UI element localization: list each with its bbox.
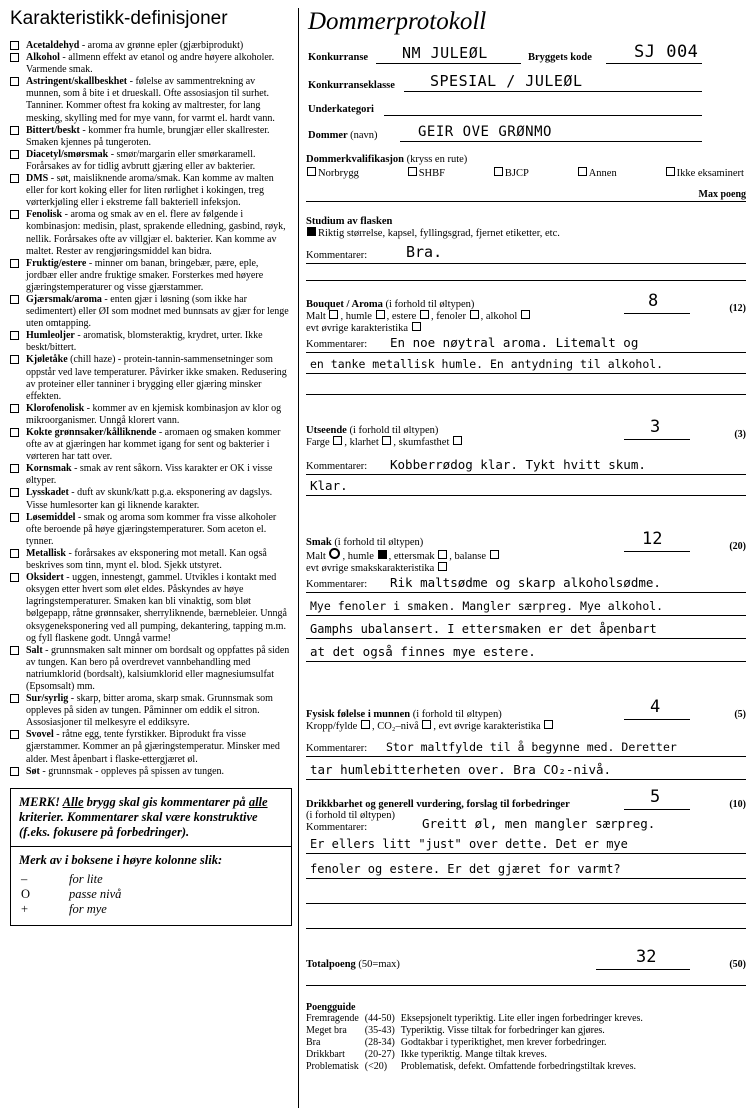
total-section bbox=[306, 947, 746, 986]
fysisk-max: (5) bbox=[734, 709, 746, 720]
merk-note bbox=[10, 788, 292, 847]
drikk-comment-3[interactable]: fenoler og estere. Er det gjæret for varmt? bbox=[310, 862, 621, 876]
poengguide-name: Meget bra bbox=[306, 1025, 347, 1036]
definition-item bbox=[10, 330, 292, 354]
dommer-value[interactable]: GEIR OVE GRØNMO bbox=[418, 124, 552, 140]
bouquet-section bbox=[306, 291, 746, 411]
merk-legend-symbol: – bbox=[21, 871, 28, 886]
fysisk-comment-2[interactable]: tar humlebitterheten over. Bra CO₂-nivå. bbox=[310, 762, 612, 777]
definition-term: Acetaldehyd bbox=[26, 40, 80, 51]
definition-checkbox[interactable] bbox=[10, 730, 19, 739]
dommer-line bbox=[400, 141, 702, 142]
drikk-sub: (i forhold til øltypen) bbox=[306, 810, 395, 821]
merk-alle-2: alle bbox=[248, 794, 268, 809]
poengguide-range: (<20) bbox=[364, 1061, 388, 1072]
studium-comment-line-2[interactable] bbox=[306, 264, 746, 281]
definition-item bbox=[10, 40, 292, 52]
definition-item bbox=[10, 645, 292, 693]
poengguide-name: Fremragende bbox=[306, 1013, 359, 1024]
dommer-row bbox=[306, 118, 746, 144]
kvalifikasjon-option-label: Norbrygg bbox=[318, 168, 359, 179]
total-score-line bbox=[596, 969, 690, 970]
check-label: Malt bbox=[306, 311, 326, 322]
klasse-value[interactable]: SPESIAL / JULEØL bbox=[430, 72, 583, 90]
utseende-sub: (i forhold til øltypen) bbox=[349, 425, 439, 436]
definitions-column bbox=[10, 8, 292, 926]
poengguide-desc: Ikke typeriktig. Mange tiltak kreves. bbox=[400, 1049, 547, 1060]
definition-item bbox=[10, 463, 292, 487]
definition-item bbox=[10, 258, 292, 294]
poengguide-desc: Godtakbar i typeriktighet, men krever forbedringer. bbox=[400, 1037, 607, 1048]
check-label: Malt bbox=[306, 551, 326, 562]
definition-text: - uggen, innestengt, gammel. Utvikles i kontakt med oksygen etter hvert som ølet eldes. Påskyndes av høye lagringstemperaturer. Smaken kan bli vinaktig, som bløt bølgepapp, råtne grønnsaker, sherryliknende, bærnebleier. Unngå oksygeneksponering ved all pumping, dekantering, tapping m.m. og fyll flaskene godt. Unngå varme! bbox=[26, 572, 287, 644]
bouquet-checks: Malt , humle , estere , fenoler , alkohol bbox=[306, 310, 746, 322]
drikk-line-5[interactable] bbox=[306, 904, 746, 929]
kvalifikasjon-sub: (kryss en rute) bbox=[406, 154, 468, 165]
drikk-score-line bbox=[624, 809, 690, 810]
underkategori-line[interactable] bbox=[384, 115, 702, 116]
check-label: skumfasthet bbox=[398, 437, 450, 448]
poengguide-range: (20-27) bbox=[364, 1049, 395, 1060]
studium-text: Riktig størrelse, kapsel, fyllingsgrad, fjernet etiketter, etc. bbox=[318, 228, 560, 239]
smak-line-3 bbox=[306, 616, 746, 639]
konkurranse-value[interactable]: NM JULEØL bbox=[402, 44, 488, 62]
utseende-kommentarer-label: Kommentarer: bbox=[306, 461, 368, 472]
fysisk-line-1 bbox=[306, 732, 746, 757]
underkategori-label: Underkategori bbox=[308, 104, 374, 115]
definition-term: Gjærsmak/aroma bbox=[26, 293, 102, 305]
definition-checkbox[interactable] bbox=[10, 126, 19, 135]
fysisk-score[interactable]: 4 bbox=[650, 697, 661, 717]
kvalifikasjon-option[interactable] bbox=[407, 167, 445, 179]
merk-label: MERK! bbox=[19, 794, 60, 809]
utseende-checks: Farge , klarhet , skumfasthet bbox=[306, 436, 746, 448]
poengguide-row bbox=[306, 1037, 649, 1049]
definition-text: - aromaen og smaken kommer ofte av at gjæringen har kommet igang for sent og bakterier i vørteren har tatt over. bbox=[26, 427, 281, 463]
column-divider bbox=[298, 8, 299, 1108]
definition-checkbox[interactable] bbox=[10, 549, 19, 558]
bouquet-kommentarer-label: Kommentarer: bbox=[306, 339, 368, 350]
definition-text: - grunnsmak - oppleves på spissen av tungen. bbox=[39, 765, 225, 777]
merk-legend-row bbox=[19, 887, 283, 902]
definition-text: - smør/margarin eller smørkaramell. Forårsakes av for tidlig avbrutt gjæring eller av bakterier. bbox=[26, 148, 256, 172]
utseende-line-1 bbox=[306, 448, 746, 475]
merk-text-2: kriterier. Kommentarer skal være konstruktive (f.eks. fokusere på forbedringer). bbox=[19, 809, 258, 839]
underkategori-row bbox=[306, 94, 746, 118]
poengguide-desc: Typeriktig. Visse tiltak for forbedringer kan gjøres. bbox=[400, 1025, 605, 1036]
studium-comment-line bbox=[306, 243, 746, 264]
smak-comment-1[interactable]: Rik maltsødme og skarp alkoholsødme. bbox=[390, 575, 661, 590]
merk-legend-symbol: O bbox=[21, 886, 31, 901]
bouquet-comment-1[interactable]: En noe nøytral aroma. Litemalt og bbox=[390, 335, 639, 350]
bouquet-line-3[interactable] bbox=[306, 374, 746, 395]
definition-item bbox=[10, 294, 292, 330]
check-label: klarhet bbox=[349, 437, 379, 448]
definition-text: (chill haze) - protein-tannin-sammensetninger som oppstår ved lave temperaturer. Påvirker ikke smaken. Redusering av proteiner eller tanniner i brygging eller gjæring minsker effekten. bbox=[26, 354, 287, 402]
check-box[interactable] bbox=[329, 548, 340, 559]
smak-score-line bbox=[624, 551, 690, 552]
definition-text: - grunnsmaken salt minner om bordsalt og oppfattes på siden av tungen. Kan bero på overdrevet vannbehandling med natriumklorid (bordsalt), kalsiumklorid eller magnesiumsulfat (Epsomsalt) mm. bbox=[26, 644, 290, 692]
definition-text: - følelse av sammentrekning av munnen, som å bite i et drueskall. Ofte assosiasjon til surhet. Tanniner. Kommer oftest fra koking av maltrester, for lang mesking, skylling med for mye vann, for varmt el. hardt vann. bbox=[26, 76, 275, 124]
merk-alle-1: Alle bbox=[62, 794, 84, 809]
bouquet-label: Bouquet / Aroma bbox=[306, 299, 383, 310]
check-box[interactable] bbox=[544, 720, 553, 729]
utseende-line-2 bbox=[306, 475, 746, 496]
definition-term: Oksidert bbox=[26, 572, 64, 584]
smak-checks: Malt , humle , ettersmak , balanse bbox=[306, 548, 746, 562]
utseende-section bbox=[306, 417, 746, 515]
definition-checkbox[interactable] bbox=[10, 488, 19, 497]
check-box[interactable] bbox=[490, 550, 499, 559]
dommer-label: Dommer (navn) bbox=[308, 130, 378, 141]
bouquet-score-line bbox=[624, 313, 690, 314]
drikk-comment-2[interactable]: Er ellers litt "just" over dette. Det er mye bbox=[310, 837, 628, 851]
definition-term: Fenolisk bbox=[26, 209, 63, 221]
konkurranse-label: Konkurranse bbox=[308, 52, 369, 63]
definition-text: - kommer av en kjemisk kombinasjon av klor og mikroorganismer. Unngå klorert vann. bbox=[26, 402, 282, 426]
definition-term: Klorofenolisk bbox=[26, 402, 85, 414]
poengguide-range: (28-34) bbox=[364, 1037, 395, 1048]
poengguide-desc: Eksepsjonelt typeriktig. Lite eller ingen forbedringer kreves. bbox=[400, 1013, 643, 1024]
check-label: CO₂–nivå bbox=[377, 721, 419, 732]
kvalifikasjon-option[interactable] bbox=[493, 167, 529, 179]
drikk-line-2 bbox=[306, 833, 746, 854]
bouquet-score[interactable]: 8 bbox=[648, 291, 659, 311]
smak-section bbox=[306, 529, 746, 687]
definition-item bbox=[10, 487, 292, 511]
check-label: Kropp/fylde bbox=[306, 721, 358, 732]
definition-text: - skarp, bitter aroma, skarp smak. Grunnsmak som oppleves på siden av tungen. Påminner om eddik el sitron. Assosiasjoner til melkesyre el eddiksyre. bbox=[26, 693, 273, 729]
check-label: alkohol bbox=[485, 311, 518, 322]
fysisk-score-line bbox=[624, 719, 690, 720]
check-box[interactable] bbox=[333, 436, 342, 445]
definition-text: - minner om banan, bringebær, pære, eple, jordbær eller andre fruktige smaker. Forsterkes med høyere gjæringstemperaturer og visse gjærstammer. bbox=[26, 257, 264, 293]
utseende-score[interactable]: 3 bbox=[650, 417, 661, 437]
check-box[interactable] bbox=[329, 310, 338, 319]
definition-checkbox[interactable] bbox=[10, 513, 19, 522]
merk-legend-text: for lite bbox=[69, 871, 103, 886]
studium-label: Studium av flasken bbox=[306, 216, 393, 227]
bouquet-max: (12) bbox=[729, 303, 746, 314]
definition-text: - søt, maisliknende aroma/smak. Kan komme av malten eller for kort koking eller for liten rørlighet i kokingen, treg vørterkjøling eller i ekstreme fall bakteriell infeksjon. bbox=[26, 173, 274, 209]
definition-text: - smak av rent såkorn. Viss karakter er OK i visse øltyper. bbox=[26, 463, 273, 487]
konkurranse-row bbox=[306, 42, 746, 66]
check-box[interactable] bbox=[376, 310, 385, 319]
check-label: balanse bbox=[454, 551, 487, 562]
definition-checkbox[interactable] bbox=[10, 53, 19, 62]
studium-kommentarer-label: Kommentarer: bbox=[306, 250, 368, 261]
check-label: evt øvrige karakteristika bbox=[438, 721, 541, 732]
definition-text: - aroma og smak av en el. flere av følgende i kombinasjon: medisin, plast, sprakende elledning, gasbind, røyk, nellik. Forårsakes ofte av villgjær el. bakterier. Kan komme av maltet. Rester av rengjøringsmiddel kan bidra. bbox=[26, 209, 286, 257]
drikk-label: Drikkbarhet og generell vurdering, forslag til forbedringer bbox=[306, 799, 570, 810]
definition-item bbox=[10, 76, 292, 124]
utseende-max: (3) bbox=[734, 429, 746, 440]
check-box[interactable] bbox=[422, 720, 431, 729]
definition-checkbox[interactable] bbox=[10, 210, 19, 219]
definition-item bbox=[10, 548, 292, 572]
drikk-line-1 bbox=[306, 816, 746, 833]
smak-label: Smak bbox=[306, 537, 332, 548]
utseende-label: Utseende bbox=[306, 425, 347, 436]
bouquet-evt-checkbox[interactable] bbox=[412, 322, 421, 331]
poengguide-name: Drikkbart bbox=[306, 1049, 345, 1060]
merk-legend-rows bbox=[19, 872, 283, 917]
fysisk-kommentarer-label: Kommentarer: bbox=[306, 743, 368, 754]
drikk-comment-1[interactable]: Greitt øl, men mangler særpreg. bbox=[422, 816, 656, 831]
drikk-line-4[interactable] bbox=[306, 879, 746, 904]
check-box[interactable] bbox=[378, 550, 387, 559]
check-box[interactable] bbox=[420, 310, 429, 319]
smak-comment-4[interactable]: at det også finnes mye estere. bbox=[310, 644, 536, 659]
fysisk-section bbox=[306, 697, 746, 787]
definition-checkbox[interactable] bbox=[10, 41, 19, 50]
smak-evt: evt øvrige smakskarakteristika bbox=[306, 563, 435, 574]
definition-item bbox=[10, 125, 292, 149]
merk-legend-heading: Merk av i boksene i høyre kolonne slik: bbox=[19, 852, 223, 867]
definition-term: Alkohol bbox=[26, 52, 60, 64]
smak-comment-2[interactable]: Mye fenoler i smaken. Mangler særpreg. Mye alkohol. bbox=[310, 599, 664, 613]
poengguide-name: Bra bbox=[306, 1037, 321, 1048]
drikk-line-3 bbox=[306, 854, 746, 879]
definition-term: Søt bbox=[26, 765, 40, 777]
definition-term: Bittert/beskt bbox=[26, 124, 80, 136]
kvalifikasjon-label: Dommerkvalifikasjon bbox=[306, 154, 404, 165]
check-label: Farge bbox=[306, 437, 330, 448]
definition-term: Fruktig/estere bbox=[26, 257, 87, 269]
bouquet-line-2 bbox=[306, 353, 746, 374]
smak-comment-3[interactable]: Gamphs ubalansert. I ettersmaken er det åpenbart bbox=[310, 622, 657, 636]
fysisk-sub: (i forhold til øltypen) bbox=[412, 709, 502, 720]
poengguide-row bbox=[306, 1013, 649, 1025]
studium-checkbox[interactable] bbox=[307, 227, 316, 236]
definition-checkbox[interactable] bbox=[10, 694, 19, 703]
definition-checkbox[interactable] bbox=[10, 150, 19, 159]
kvalifikasjon-checkbox[interactable] bbox=[578, 167, 587, 176]
kvalifikasjon-option[interactable] bbox=[577, 167, 617, 179]
definition-checkbox[interactable] bbox=[10, 767, 19, 776]
definition-item bbox=[10, 729, 292, 765]
poengguide-row bbox=[306, 1049, 649, 1061]
definition-checkbox[interactable] bbox=[10, 295, 19, 304]
kvalifikasjon-checkbox[interactable] bbox=[408, 167, 417, 176]
poengguide-desc: Problematisk, defekt. Omfattende forbedringstiltak kreves. bbox=[400, 1061, 636, 1072]
poengguide-range: (44-50) bbox=[364, 1013, 395, 1024]
smak-line-4 bbox=[306, 639, 746, 662]
definition-item bbox=[10, 149, 292, 173]
merk-legend-text: for mye bbox=[69, 901, 107, 916]
poengguide-row bbox=[306, 1025, 649, 1037]
bouquet-sub: (i forhold til øltypen) bbox=[385, 299, 475, 310]
fysisk-line-2 bbox=[306, 757, 746, 780]
smak-sub: (i forhold til øltypen) bbox=[334, 537, 424, 548]
definition-item bbox=[10, 52, 292, 76]
definition-checkbox[interactable] bbox=[10, 355, 19, 364]
kvalifikasjon-option[interactable] bbox=[665, 167, 744, 179]
smak-score[interactable]: 12 bbox=[642, 529, 663, 549]
check-box[interactable] bbox=[453, 436, 462, 445]
definition-term: Kornsmak bbox=[26, 463, 72, 475]
poengguide-table bbox=[306, 1013, 649, 1073]
definition-item bbox=[10, 693, 292, 729]
kvalifikasjon-option-label: Annen bbox=[588, 168, 617, 179]
definition-text: - allmenn effekt av etanol og andre høyere alkoholer. Varmende smak. bbox=[26, 52, 275, 76]
check-label: estere bbox=[391, 311, 417, 322]
kvalifikasjon-option-label: SHBF bbox=[418, 168, 445, 179]
merk-legend-row bbox=[19, 872, 283, 887]
definition-text: - råtne egg, tente fyrstikker. Biprodukt fra visse gjærstammer. Kommer an på gjæringstemperatur. Minsker med alder. Mest åpenbart i flaske-ettergjæret øl. bbox=[26, 729, 280, 765]
smak-max: (20) bbox=[729, 541, 746, 552]
check-label: fenoler bbox=[436, 311, 466, 322]
definition-item bbox=[10, 173, 292, 209]
definition-text: - forårsakes av eksponering mot metall. Kan også beskrives som tinn, mynt el. blod. Sjekk utstyret. bbox=[26, 547, 267, 572]
utseende-score-line bbox=[624, 439, 690, 440]
poengguide-section bbox=[306, 1002, 746, 1073]
utseende-comment-2[interactable]: Klar. bbox=[310, 478, 348, 493]
poengguide-range: (35-43) bbox=[364, 1025, 395, 1036]
check-box[interactable] bbox=[521, 310, 530, 319]
check-box[interactable] bbox=[361, 720, 370, 729]
definition-checkbox[interactable] bbox=[10, 404, 19, 413]
definition-term: Humleoljer bbox=[26, 330, 75, 342]
bryggets-kode-line bbox=[606, 63, 702, 64]
utseende-comment-1[interactable]: Kobberrødog klar. Tykt hvitt skum. bbox=[390, 457, 646, 472]
definition-text: - smak og aroma som kommer fra visse alkoholer ofte beroende på høye gjæringstemperaturer. Som aceton el. tynner. bbox=[26, 511, 277, 547]
fysisk-label: Fysisk følelse i munnen bbox=[306, 709, 411, 720]
smak-line-2 bbox=[306, 593, 746, 616]
check-label: humle bbox=[347, 551, 374, 562]
kvalifikasjon-checkbox[interactable] bbox=[494, 167, 503, 176]
definition-text: - aromatisk, blomsteraktig, krydret, urter. Ikke beskt/bittert. bbox=[26, 330, 263, 354]
definition-item bbox=[10, 427, 292, 463]
check-box[interactable] bbox=[438, 550, 447, 559]
definition-checkbox[interactable] bbox=[10, 77, 19, 86]
kvalifikasjon-option[interactable] bbox=[306, 167, 359, 179]
definitions-title: Karakteristikk-definisjoner bbox=[10, 8, 228, 29]
definition-item bbox=[10, 209, 292, 257]
studium-comment[interactable]: Bra. bbox=[406, 243, 443, 261]
check-label: humle bbox=[345, 311, 372, 322]
klasse-row bbox=[306, 66, 746, 94]
poengguide-row bbox=[306, 1061, 649, 1073]
total-score[interactable]: 32 bbox=[636, 947, 657, 967]
definition-term: Lysskadet bbox=[26, 487, 69, 499]
definition-checkbox[interactable] bbox=[10, 464, 19, 473]
total-label: Totalpoeng bbox=[306, 959, 356, 970]
definition-term: Diacetyl/smørsmak bbox=[26, 148, 109, 160]
max-poeng-header: Max poeng bbox=[306, 189, 746, 202]
definition-term: Salt bbox=[26, 644, 43, 656]
kvalifikasjon-option-label: BJCP bbox=[504, 168, 529, 179]
definition-checkbox[interactable] bbox=[10, 646, 19, 655]
total-max: (50) bbox=[729, 959, 746, 970]
definition-text: - aroma av grønne epler (gjærbiprodukt) bbox=[79, 40, 244, 51]
smak-evt-checkbox[interactable] bbox=[438, 562, 447, 571]
definition-item bbox=[10, 354, 292, 402]
merk-text-1: brygg skal gis kommentarer på bbox=[86, 794, 246, 809]
merk-legend bbox=[10, 847, 292, 926]
definition-checkbox[interactable] bbox=[10, 174, 19, 183]
definition-term: Sur/syrlig bbox=[26, 693, 69, 705]
drikk-kommentarer-label: Kommentarer: bbox=[306, 822, 368, 833]
klasse-label: Konkurranseklasse bbox=[308, 80, 395, 91]
protocol-title: Dommerprotokoll bbox=[308, 8, 487, 35]
studium-section bbox=[306, 216, 746, 281]
definition-term: Løsemiddel bbox=[26, 511, 76, 523]
check-label: ettersmak bbox=[393, 551, 435, 562]
definition-text: - kommer fra humle, brungjær eller skallrester. Smaken kjennes på tungeroten. bbox=[26, 124, 270, 148]
smak-kommentarer-label: Kommentarer: bbox=[306, 579, 368, 590]
merk-legend-symbol: + bbox=[21, 901, 29, 916]
definition-item bbox=[10, 572, 292, 645]
drikk-section bbox=[306, 787, 746, 929]
definition-text: - duft av skunk/katt p.g.a. eksponering av dagslys. Visse humlesorter kan gi liknende karakter. bbox=[26, 487, 273, 511]
definition-checkbox[interactable] bbox=[10, 331, 19, 340]
bouquet-comment-2[interactable]: en tanke metallisk humle. En antydning til alkohol. bbox=[310, 357, 664, 371]
konkurranse-line bbox=[376, 63, 521, 64]
fysisk-checks: Kropp/fylde , CO₂–nivå , evt øvrige karakteristika bbox=[306, 720, 746, 732]
bryggets-kode-label: Bryggets kode bbox=[528, 52, 592, 63]
protocol-column bbox=[306, 8, 746, 1073]
definition-item bbox=[10, 403, 292, 427]
check-box[interactable] bbox=[470, 310, 479, 319]
definition-item bbox=[10, 766, 292, 778]
kvalifikasjon-section bbox=[306, 154, 746, 202]
definition-checkbox[interactable] bbox=[10, 259, 19, 268]
definition-term: Svovel bbox=[26, 729, 54, 741]
bouquet-evt: evt øvrige karakteristika bbox=[306, 323, 409, 334]
definition-term: Astringent/skallbeskhet bbox=[26, 76, 128, 88]
definition-checkbox[interactable] bbox=[10, 428, 19, 437]
kvalifikasjon-option-label: Ikke eksaminert bbox=[676, 168, 744, 179]
total-sub: (50=max) bbox=[358, 959, 400, 970]
definition-term: Metallisk bbox=[26, 547, 66, 559]
definition-term: DMS bbox=[26, 173, 49, 185]
bryggets-kode-value[interactable]: SJ 004 bbox=[634, 42, 699, 62]
definition-term: Kjøletåke bbox=[26, 354, 68, 366]
definition-text: - enten gjær i løsning (som ikke har sedimentert) eller ØI som modnet med bunnsats av gjær for lenge uten omtapping. bbox=[26, 293, 289, 330]
klasse-line bbox=[404, 91, 702, 92]
fysisk-comment-1[interactable]: Stor maltfylde til å begynne med. Deretter bbox=[386, 740, 677, 754]
smak-line-1 bbox=[306, 574, 746, 593]
bouquet-line-1 bbox=[306, 334, 746, 353]
merk-legend-row bbox=[19, 902, 283, 917]
drikk-score[interactable]: 5 bbox=[650, 787, 661, 807]
poengguide-title: Poengguide bbox=[306, 1002, 356, 1013]
poengguide-name: Problematisk bbox=[306, 1061, 359, 1072]
definition-term: Kokte grønnsaker/kålliknende bbox=[26, 427, 157, 438]
merk-legend-text: passe nivå bbox=[69, 886, 122, 901]
kvalifikasjon-options bbox=[306, 167, 746, 179]
definition-item bbox=[10, 512, 292, 548]
drikk-max: (10) bbox=[729, 799, 746, 810]
definition-checkbox[interactable] bbox=[10, 573, 19, 582]
kvalifikasjon-checkbox[interactable] bbox=[307, 167, 316, 176]
kvalifikasjon-checkbox[interactable] bbox=[666, 167, 675, 176]
check-box[interactable] bbox=[382, 436, 391, 445]
definitions-list bbox=[10, 40, 292, 778]
